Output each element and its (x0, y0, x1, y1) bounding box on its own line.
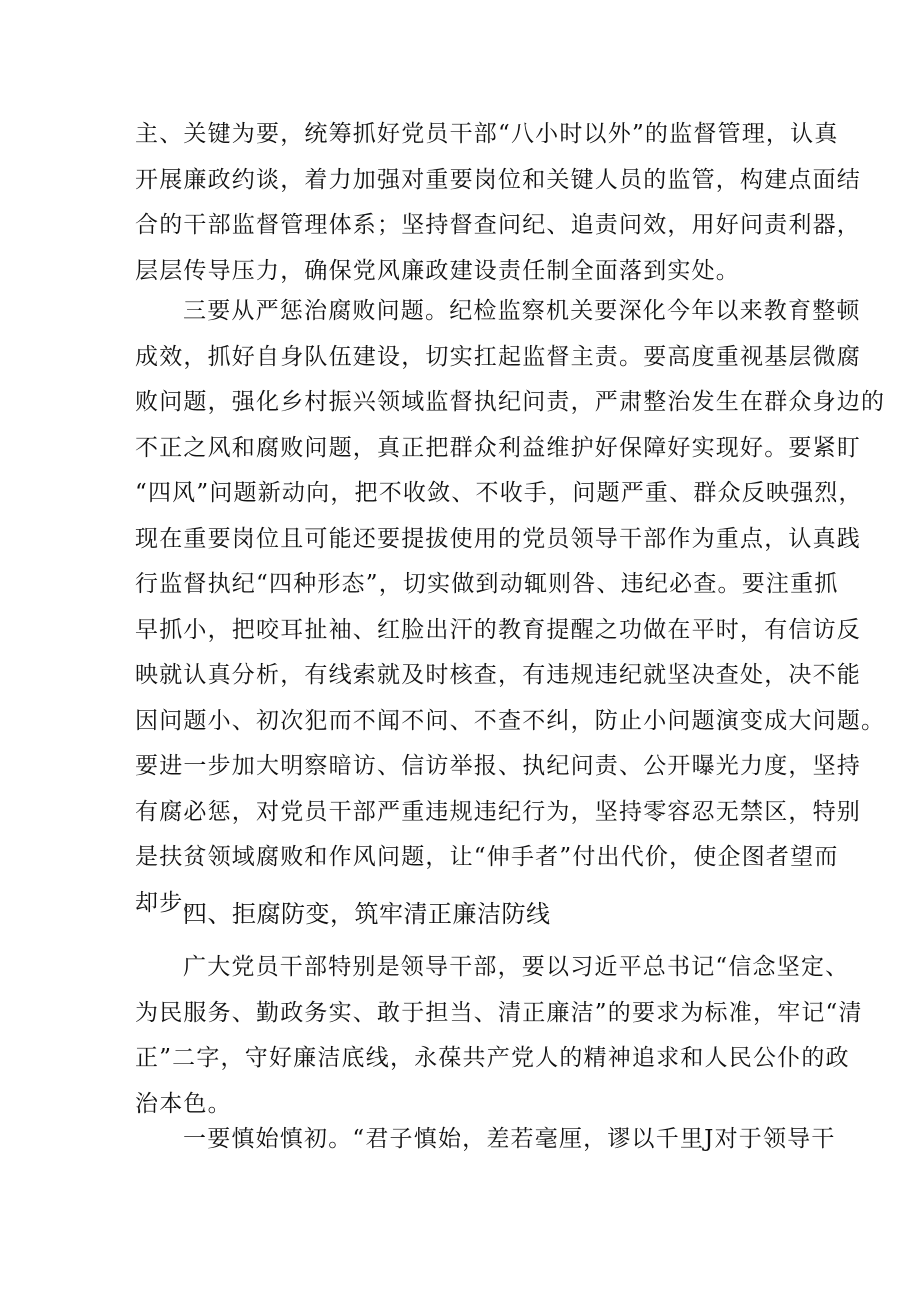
text-line: 成效，抓好自身队伍建设，切实扛起监督主责。要高度重视基层微腐 (135, 343, 861, 370)
text-line: 为民服务、勤政务实、敢于担当、清正廉洁”的要求为标准，牢记“清 (135, 999, 863, 1026)
text-line: 正”二字，守好廉洁底线，永葆共产党人的精神追求和人民公仆的政 (135, 1045, 850, 1071)
text-line: “四风”问题新动向，把不收敛、不收手，问题严重、群众反映强烈， (135, 480, 863, 506)
text-line: 行监督执纪“四种形态”，切实做到动辄则咎、违纪必查。要注重抓 (135, 571, 839, 597)
text-line: 合的干部监督管理体系；坚持督查问纪、追责问效，用好问责利器， (135, 212, 861, 238)
text-line: 现在重要岗位且可能还要提拔使用的党员领导干部作为重点，认真践 (135, 525, 861, 552)
text-line: 开展廉政约谈，着力加强对重要岗位和关键人员的监管，构建点面结 (135, 166, 861, 193)
text-line: 一要慎始慎初。“君子慎始，差若毫厘，谬以千里J对于领导干 (183, 1126, 836, 1152)
text-line: 因问题小、初次犯而不闻不问、不查不纠，防止小问题演变成大问题。 (135, 707, 886, 734)
section-heading: 四、拒腐防变，筑牢清正廉洁防线 (183, 900, 551, 928)
text-line: 治本色。 (135, 1090, 232, 1117)
text-line: 广大党员干部特别是领导干部，要以习近平总书记“信念坚定、 (183, 954, 850, 980)
text-line: 败问题，强化乡村振兴领域监督执纪问责，严肃整治发生在群众身边的 (135, 389, 886, 415)
text-line: 层层传导压力，确保党风廉政建设责任制全面落到实处。 (135, 257, 740, 284)
text-line: 映就认真分析，有线索就及时核查，有违规违纪就坚决查处，决不能 (135, 662, 861, 688)
paragraph-one (135, 1117, 836, 1163)
text-line: 却步。 (135, 889, 208, 916)
text-line: 主、关键为要，统筹抓好党员干部“八小时以外”的监督管理，认真 (135, 121, 839, 147)
paragraph-continuation (135, 112, 861, 294)
paragraph-section-intro (135, 945, 863, 1127)
text-line: 早抓小，把咬耳扯袖、红脸出汗的教育提醒之功做在平时，有信访反 (135, 616, 861, 643)
text-line: 不正之风和腐败问题，真正把群众利益维护好保障好实现好。要紧盯 (135, 434, 861, 461)
text-line: 要进一步加大明察暗访、信访举报、执纪问责、公开曝光力度，坚持 (135, 753, 861, 779)
text-line: 是扶贫领域腐败和作风问题，让“伸手者”付出代价，使企图者望而 (135, 844, 839, 870)
text-line: 有腐必惩，对党员干部严重违规违纪行为，坚持零容忍无禁区，特别 (135, 798, 861, 825)
text-line: 三要从严惩治腐败问题。纪检监察机关要深化今年以来教育整顿 (183, 298, 861, 324)
paragraph-three (135, 289, 886, 926)
